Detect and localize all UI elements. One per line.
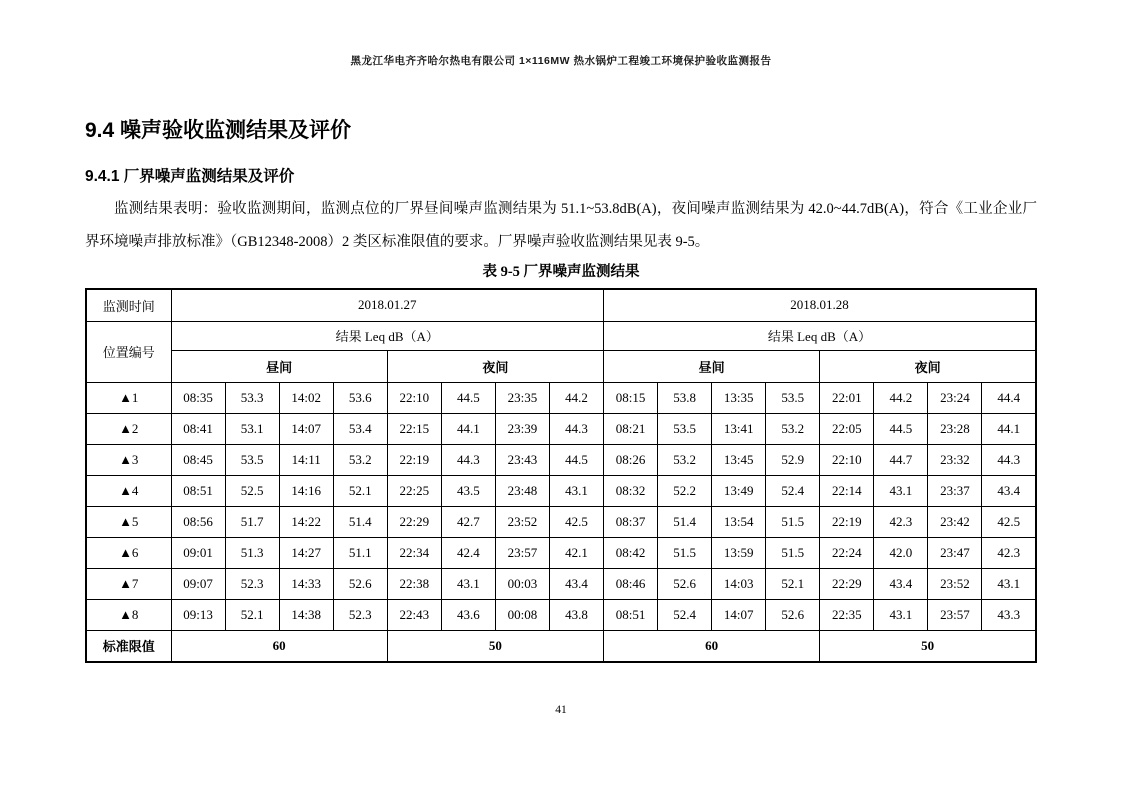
data-cell: 14:02 xyxy=(279,382,333,413)
data-cell: 08:42 xyxy=(604,537,658,568)
location-id: ▲4 xyxy=(86,475,171,506)
data-cell: 08:26 xyxy=(604,444,658,475)
data-cell: 44.3 xyxy=(982,444,1036,475)
data-cell: 42.5 xyxy=(982,506,1036,537)
data-cell: 09:13 xyxy=(171,599,225,630)
data-cell: 44.3 xyxy=(549,413,603,444)
data-cell: 51.4 xyxy=(333,506,387,537)
data-cell: 51.4 xyxy=(658,506,712,537)
data-cell: 53.6 xyxy=(333,382,387,413)
data-cell: 43.3 xyxy=(982,599,1036,630)
data-cell: 44.1 xyxy=(441,413,495,444)
data-cell: 23:28 xyxy=(928,413,982,444)
location-id: ▲3 xyxy=(86,444,171,475)
data-cell: 52.1 xyxy=(766,568,820,599)
data-cell: 14:07 xyxy=(712,599,766,630)
data-cell: 08:46 xyxy=(604,568,658,599)
data-cell: 44.5 xyxy=(874,413,928,444)
data-cell: 09:01 xyxy=(171,537,225,568)
data-cell: 51.5 xyxy=(766,506,820,537)
data-cell: 14:03 xyxy=(712,568,766,599)
data-cell: 52.5 xyxy=(225,475,279,506)
monitoring-time-label: 监测时间 xyxy=(86,289,171,321)
data-cell: 53.2 xyxy=(658,444,712,475)
data-cell: 53.1 xyxy=(225,413,279,444)
data-cell: 23:39 xyxy=(495,413,549,444)
table-row xyxy=(86,599,1036,630)
data-cell: 43.5 xyxy=(441,475,495,506)
data-cell: 22:38 xyxy=(387,568,441,599)
data-cell: 08:51 xyxy=(604,599,658,630)
data-cell: 22:34 xyxy=(387,537,441,568)
data-cell: 52.1 xyxy=(333,475,387,506)
data-cell: 53.8 xyxy=(658,382,712,413)
subsection-heading: 9.4.1 厂界噪声监测结果及评价 xyxy=(85,168,295,185)
data-cell: 00:08 xyxy=(495,599,549,630)
header-row-dates xyxy=(86,289,1036,321)
data-cell: 43.1 xyxy=(874,599,928,630)
data-cell: 51.5 xyxy=(658,537,712,568)
limit-label: 标准限值 xyxy=(86,630,171,662)
data-cell: 42.7 xyxy=(441,506,495,537)
result-unit-right: 结果 Leq dB（A） xyxy=(604,321,1037,350)
location-id-label: 位置编号 xyxy=(86,321,171,382)
data-cell: 22:10 xyxy=(387,382,441,413)
day-label-right: 昼间 xyxy=(604,350,820,382)
data-cell: 23:32 xyxy=(928,444,982,475)
data-cell: 42.3 xyxy=(982,537,1036,568)
data-cell: 53.5 xyxy=(658,413,712,444)
data-cell: 23:47 xyxy=(928,537,982,568)
location-id: ▲1 xyxy=(86,382,171,413)
document-header: 黑龙江华电齐齐哈尔热电有限公司 1×116MW 热水锅炉工程竣工环境保护验收监测报告 xyxy=(350,55,772,67)
data-cell: 43.1 xyxy=(874,475,928,506)
data-cell: 23:35 xyxy=(495,382,549,413)
data-cell: 53.2 xyxy=(333,444,387,475)
data-cell: 44.7 xyxy=(874,444,928,475)
data-cell: 22:43 xyxy=(387,599,441,630)
body-paragraph: 监测结果表明：验收监测期间，监测点位的厂界昼间噪声监测结果为 51.1~53.8dB(A)，夜间噪声监测结果为 42.0~44.7dB(A)，符合《工业企业厂界环境噪声排放标准》（GB12348-2008）2 类区标准限值的要求。厂界噪声验收监测结果见表 9-5。 xyxy=(85,201,1037,250)
data-cell: 23:24 xyxy=(928,382,982,413)
data-cell: 22:29 xyxy=(387,506,441,537)
data-cell: 08:15 xyxy=(604,382,658,413)
table-row xyxy=(86,413,1036,444)
table-row xyxy=(86,568,1036,599)
data-cell: 44.1 xyxy=(982,413,1036,444)
limit-value-day-left: 60 xyxy=(171,630,387,662)
header-row-daynight xyxy=(86,350,1036,382)
day-label-left: 昼间 xyxy=(171,350,387,382)
data-cell: 22:25 xyxy=(387,475,441,506)
data-cell: 09:07 xyxy=(171,568,225,599)
table-footer xyxy=(86,630,1036,662)
data-cell: 14:22 xyxy=(279,506,333,537)
data-cell: 53.2 xyxy=(766,413,820,444)
data-cell: 23:43 xyxy=(495,444,549,475)
date-left: 2018.01.27 xyxy=(171,289,604,321)
data-cell: 08:51 xyxy=(171,475,225,506)
limit-value-day-right: 60 xyxy=(604,630,820,662)
data-cell: 13:59 xyxy=(712,537,766,568)
table-header xyxy=(86,289,1036,382)
location-id: ▲2 xyxy=(86,413,171,444)
data-cell: 13:54 xyxy=(712,506,766,537)
section-heading: 9.4 噪声验收监测结果及评价 xyxy=(85,119,352,142)
data-cell: 51.7 xyxy=(225,506,279,537)
data-cell: 22:29 xyxy=(820,568,874,599)
data-cell: 42.4 xyxy=(441,537,495,568)
data-cell: 08:56 xyxy=(171,506,225,537)
data-cell: 44.3 xyxy=(441,444,495,475)
result-unit-left: 结果 Leq dB（A） xyxy=(171,321,604,350)
data-cell: 22:01 xyxy=(820,382,874,413)
data-cell: 44.5 xyxy=(549,444,603,475)
data-cell: 44.2 xyxy=(874,382,928,413)
data-cell: 13:35 xyxy=(712,382,766,413)
data-cell: 22:19 xyxy=(387,444,441,475)
data-cell: 22:35 xyxy=(820,599,874,630)
data-cell: 42.3 xyxy=(874,506,928,537)
data-cell: 14:11 xyxy=(279,444,333,475)
data-cell: 23:42 xyxy=(928,506,982,537)
data-cell: 52.4 xyxy=(766,475,820,506)
data-cell: 08:35 xyxy=(171,382,225,413)
noise-results-table xyxy=(85,288,1037,663)
data-cell: 52.9 xyxy=(766,444,820,475)
limit-row xyxy=(86,630,1036,662)
data-cell: 13:49 xyxy=(712,475,766,506)
data-cell: 53.4 xyxy=(333,413,387,444)
data-cell: 23:52 xyxy=(495,506,549,537)
data-cell: 23:48 xyxy=(495,475,549,506)
data-cell: 22:19 xyxy=(820,506,874,537)
data-cell: 52.4 xyxy=(658,599,712,630)
data-cell: 43.8 xyxy=(549,599,603,630)
data-cell: 14:27 xyxy=(279,537,333,568)
data-cell: 08:32 xyxy=(604,475,658,506)
data-cell: 53.5 xyxy=(766,382,820,413)
data-cell: 44.4 xyxy=(982,382,1036,413)
data-cell: 51.1 xyxy=(333,537,387,568)
table-title: 表 9-5 厂界噪声监测结果 xyxy=(482,264,640,280)
location-id: ▲5 xyxy=(86,506,171,537)
data-cell: 13:41 xyxy=(712,413,766,444)
data-cell: 08:21 xyxy=(604,413,658,444)
limit-value-night-left: 50 xyxy=(387,630,603,662)
data-cell: 52.3 xyxy=(225,568,279,599)
location-id: ▲8 xyxy=(86,599,171,630)
data-cell: 22:10 xyxy=(820,444,874,475)
data-cell: 52.6 xyxy=(766,599,820,630)
table-row xyxy=(86,537,1036,568)
night-label-left: 夜间 xyxy=(387,350,603,382)
data-cell: 14:38 xyxy=(279,599,333,630)
data-cell: 44.2 xyxy=(549,382,603,413)
data-cell: 52.6 xyxy=(658,568,712,599)
date-right: 2018.01.28 xyxy=(604,289,1037,321)
data-cell: 23:37 xyxy=(928,475,982,506)
data-cell: 52.2 xyxy=(658,475,712,506)
data-cell: 52.1 xyxy=(225,599,279,630)
data-cell: 52.6 xyxy=(333,568,387,599)
limit-value-night-right: 50 xyxy=(820,630,1036,662)
data-cell: 08:37 xyxy=(604,506,658,537)
data-cell: 51.3 xyxy=(225,537,279,568)
data-cell: 44.5 xyxy=(441,382,495,413)
data-cell: 43.1 xyxy=(549,475,603,506)
data-cell: 43.4 xyxy=(549,568,603,599)
data-cell: 00:03 xyxy=(495,568,549,599)
data-cell: 14:16 xyxy=(279,475,333,506)
data-cell: 22:14 xyxy=(820,475,874,506)
data-cell: 23:57 xyxy=(495,537,549,568)
data-cell: 22:24 xyxy=(820,537,874,568)
table-row xyxy=(86,382,1036,413)
table-body xyxy=(86,382,1036,630)
data-cell: 08:45 xyxy=(171,444,225,475)
data-cell: 43.4 xyxy=(874,568,928,599)
data-cell: 53.3 xyxy=(225,382,279,413)
location-id: ▲7 xyxy=(86,568,171,599)
data-cell: 42.1 xyxy=(549,537,603,568)
data-cell: 43.4 xyxy=(982,475,1036,506)
night-label-right: 夜间 xyxy=(820,350,1036,382)
data-cell: 43.1 xyxy=(982,568,1036,599)
data-cell: 42.5 xyxy=(549,506,603,537)
data-cell: 42.0 xyxy=(874,537,928,568)
table-row xyxy=(86,506,1036,537)
data-cell: 22:05 xyxy=(820,413,874,444)
location-id: ▲6 xyxy=(86,537,171,568)
data-cell: 22:15 xyxy=(387,413,441,444)
table-row xyxy=(86,444,1036,475)
data-cell: 52.3 xyxy=(333,599,387,630)
data-cell: 14:33 xyxy=(279,568,333,599)
data-cell: 08:41 xyxy=(171,413,225,444)
data-cell: 43.6 xyxy=(441,599,495,630)
page-number: 41 xyxy=(555,704,567,716)
data-cell: 53.5 xyxy=(225,444,279,475)
data-cell: 14:07 xyxy=(279,413,333,444)
data-cell: 13:45 xyxy=(712,444,766,475)
table-row xyxy=(86,475,1036,506)
data-cell: 43.1 xyxy=(441,568,495,599)
header-row-result xyxy=(86,321,1036,350)
data-cell: 51.5 xyxy=(766,537,820,568)
data-cell: 23:57 xyxy=(928,599,982,630)
data-cell: 23:52 xyxy=(928,568,982,599)
